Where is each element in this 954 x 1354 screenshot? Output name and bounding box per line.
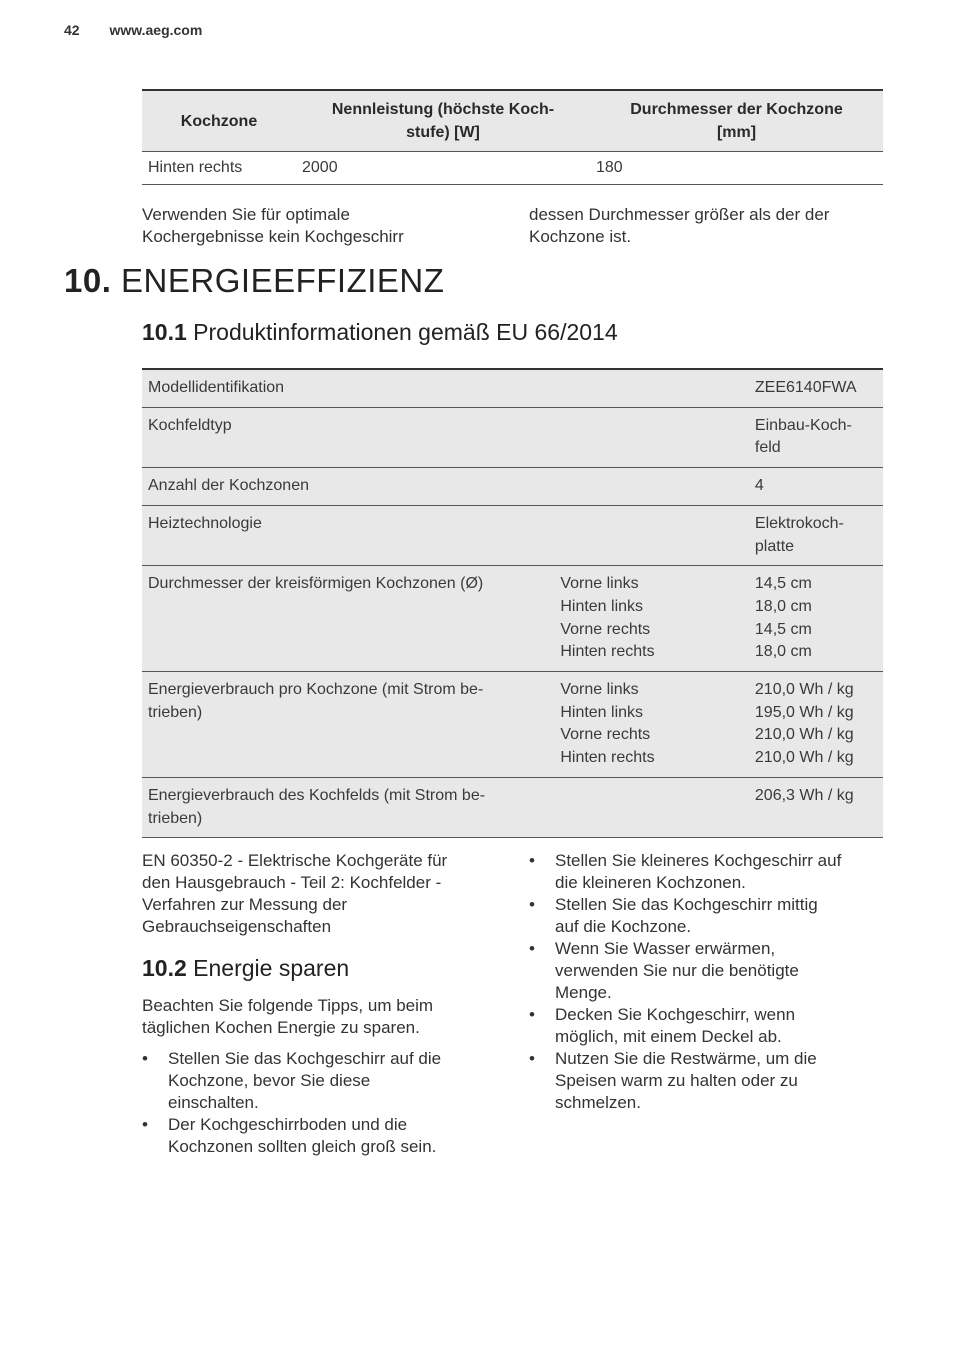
subsection-heading-10-1 <box>142 319 618 346</box>
list-item: • Wenn Sie Wasser erwärmen, verwenden Sie nur die benötigte Menge. <box>529 938 889 1004</box>
row-value: 210,0 Wh / kg 195,0 Wh / kg 210,0 Wh / kg 210,0 Wh / kg <box>754 681 854 767</box>
cooking-zone-power-table <box>142 89 883 185</box>
table-row <box>142 407 883 467</box>
list-item: • Stellen Sie kleineres Kochgeschirr auf die kleineren Kochzonen. <box>529 850 889 894</box>
subsection-heading-10-2 <box>142 955 349 982</box>
list-item: • Stellen Sie das Kochgeschirr auf die Kochzone, bevor Sie diese einschalten. <box>142 1048 512 1114</box>
cell-power: 2000 <box>302 159 338 176</box>
list-item: • Der Kochgeschirrboden und die Kochzonen sollten gleich groß sein. <box>142 1114 512 1158</box>
tips-list-right <box>529 850 889 1114</box>
subsection-title: Produktinformationen gemäß EU 66/2014 <box>193 319 618 345</box>
row-label: Energieverbrauch des Kochfelds (mit Strom be- trieben) <box>148 786 486 827</box>
section-heading-10 <box>64 262 444 300</box>
row-label: Heiztechnologie <box>148 514 262 532</box>
website-url: www.aeg.com <box>109 22 203 38</box>
intro-text-left: Verwenden Sie für optimale Kochergebnisse kein Kochgeschirr <box>142 205 404 246</box>
table-row <box>142 566 883 672</box>
row-value: Elektrokoch- platte <box>754 514 844 555</box>
cell-zone: Hinten rechts <box>148 159 243 176</box>
section-number: 10. <box>64 262 112 299</box>
table-row <box>142 152 883 185</box>
page-header <box>64 22 202 38</box>
row-value: 206,3 Wh / kg <box>754 786 854 804</box>
row-value: Einbau-Koch- feld <box>754 416 852 457</box>
subsection-number: 10.2 <box>142 955 187 981</box>
list-item: • Decken Sie Kochgeschirr, wenn möglich, mit einem Deckel ab. <box>529 1004 889 1048</box>
table-row <box>142 468 883 506</box>
table-row <box>142 505 883 565</box>
table-row <box>142 369 883 407</box>
row-value: ZEE6140FWA <box>754 379 857 396</box>
header-kochzone: Kochzone <box>142 90 296 152</box>
page-number: 42 <box>64 22 80 38</box>
table-row <box>142 777 883 837</box>
row-label: Anzahl der Kochzonen <box>148 477 309 495</box>
row-mid <box>554 468 749 506</box>
row-label: Modellidentifikation <box>148 379 285 396</box>
header-nennleistung: Nennleistung (höchste Koch- stufe) [W] <box>296 90 590 152</box>
intro-text-right: dessen Durchmesser größer als der der Kochzone ist. <box>529 205 830 246</box>
list-item: • Stellen Sie das Kochgeschirr mittig auf die Kochzone. <box>529 894 889 938</box>
row-mid: Vorne links Hinten links Vorne rechts Hinten rechts <box>560 575 655 661</box>
row-value: 4 <box>754 477 764 495</box>
row-mid: Vorne links Hinten links Vorne rechts Hinten rechts <box>560 681 655 767</box>
row-mid <box>554 369 749 407</box>
row-mid <box>554 407 749 467</box>
row-label: Kochfeldtyp <box>148 416 232 434</box>
row-mid <box>554 777 749 837</box>
header-durchmesser: Durchmesser der Kochzone [mm] <box>590 90 883 152</box>
row-label: Energieverbrauch pro Kochzone (mit Strom be- trieben) <box>148 681 484 721</box>
tips-list-left <box>142 1048 512 1158</box>
product-info-table <box>142 368 883 838</box>
list-item: • Nutzen Sie die Restwärme, um die Speisen warm zu halten oder zu schmelzen. <box>529 1048 889 1114</box>
table-header-row <box>142 90 883 152</box>
section-title: ENERGIEEFFIZIENZ <box>121 262 445 299</box>
norm-reference-text: EN 60350-2 - Elektrische Kochgeräte für den Hausgebrauch - Teil 2: Kochfelder - Verfahren zur Messung der Gebrauchseigenschaften <box>142 851 448 936</box>
cell-diameter: 180 <box>596 159 623 176</box>
table-row <box>142 672 883 778</box>
row-label: Durchmesser der kreisförmigen Kochzonen (Ø) <box>148 575 484 593</box>
subsection-title: Energie sparen <box>193 955 350 981</box>
subsection-number: 10.1 <box>142 319 187 345</box>
row-mid <box>554 505 749 565</box>
row-value: 14,5 cm 18,0 cm 14,5 cm 18,0 cm <box>754 575 812 661</box>
tips-intro-text: Beachten Sie folgende Tipps, um beim täglichen Kochen Energie zu sparen. <box>142 996 434 1037</box>
